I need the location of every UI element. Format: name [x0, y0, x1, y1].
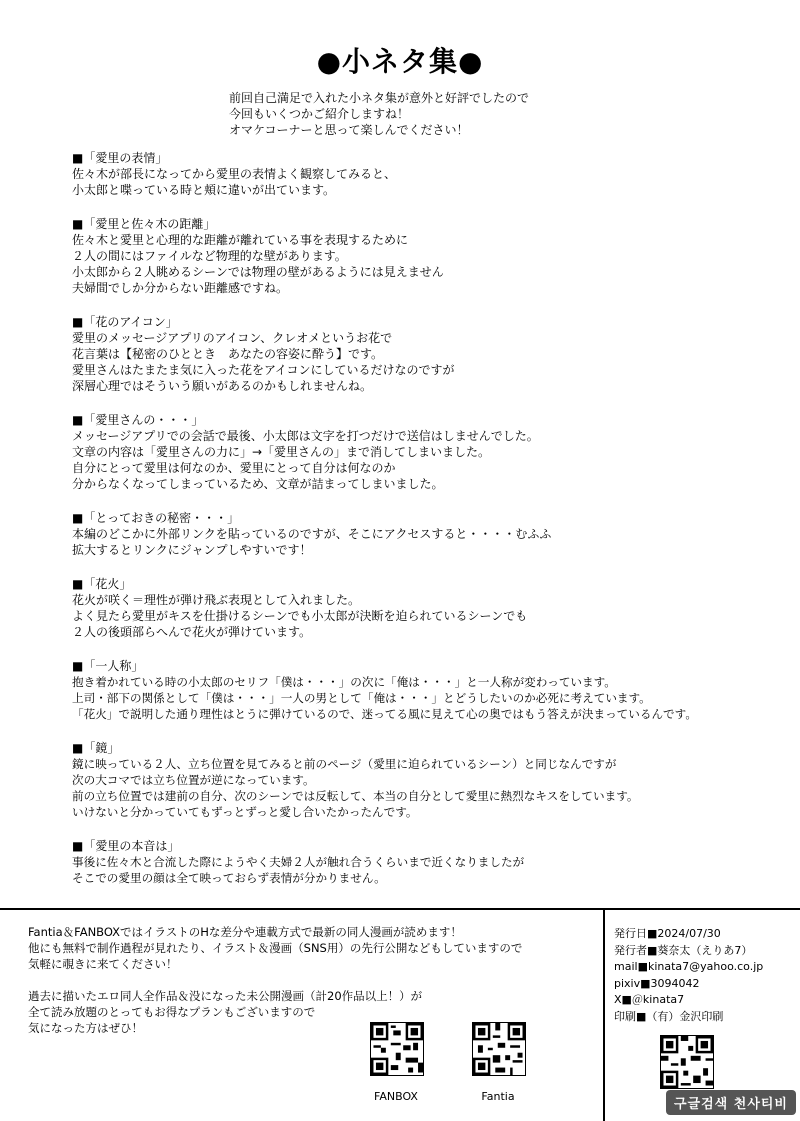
trivia-section [72, 576, 772, 640]
section-line: 花言葉は【秘密のひととき あなたの容姿に酔う】です。 [72, 347, 384, 361]
trivia-section [72, 740, 772, 820]
section-line: 愛里さんはたまたま気に入った花をアイコンにしているだけなのですが [72, 363, 455, 377]
page-title: ●小ネタ集● [316, 45, 484, 78]
section-line: そこでの愛里の顔は全て映っておらず表情が分かりません。 [72, 871, 386, 885]
section-line: メッセージアプリでの会話で最後、小太郎は文字を打つだけで送信はしませんでした。 [72, 429, 539, 443]
colophon-line: pixiv■3094042 [614, 976, 700, 990]
section-line: 抱き着かれている時の小太郎のセリフ「僕は・・・」の次に「俺は・・・」と一人称が変わっています。 [72, 675, 616, 689]
promo-line [28, 972, 522, 988]
section-line: 愛里のメッセージアプリのアイコン、クレオメというお花で [72, 331, 393, 345]
section-line: 花火が咲く＝理性が弾け飛ぶ表現として入れました。 [72, 593, 361, 607]
section-title: ■「愛里の本音は」 [72, 839, 180, 853]
section-line: ２人の後頭部らへんで花火が弾けています。 [72, 625, 312, 639]
trivia-section [72, 838, 772, 886]
section-line: 本編のどこかに外部リンクを貼っているのですが、そこにアクセスすると・・・・むふふ [72, 527, 552, 541]
colophon-line: mail■kinata7@yahoo.co.jp [614, 960, 764, 973]
trivia-section [72, 412, 772, 492]
section-title: ■「鏡」 [72, 741, 120, 755]
intro-line: 前回自己満足で入れた小ネタ集が意外と好評でしたので [229, 91, 530, 105]
section-line: 事後に佐々木と合流した際にようやく夫婦２人が触れ合うくらいまで近くなりましたが [72, 855, 525, 869]
trivia-section [72, 314, 772, 394]
trivia-section [72, 216, 772, 296]
section-title: ■「愛里と佐々木の距離」 [72, 217, 216, 231]
trivia-section [72, 658, 772, 722]
section-title: ■「花火」 [72, 577, 132, 591]
section-line: 次の大コマでは立ち位置が逆になっています。 [72, 773, 315, 787]
promo-line: 他にも無料で制作過程が見れたり、イラスト＆漫画（SNS用）の先行公開などもしていますので [28, 941, 523, 955]
colophon-line: 印刷■（有）金沢印刷 [614, 1009, 724, 1023]
section-line: いけないと分かっていてもずっとずっと愛し合いたかったんです。 [72, 805, 418, 819]
section-line: よく見たら愛里がキスを仕掛けるシーンでも小太郎が決断を迫られているシーンでも [72, 609, 528, 623]
intro-line: 今回もいくつかご紹介しますね！ [229, 107, 410, 121]
qr-pattern-icon [473, 1023, 525, 1075]
section-line: 文章の内容は「愛里さんの力に」→「愛里さんの」まで消してしまいました。 [72, 445, 491, 459]
section-title: ■「愛里の表情」 [72, 151, 168, 165]
colophon-qr-code[interactable] [660, 1035, 714, 1089]
section-line: 深層心理ではそういう願いがあるのかもしれませんね。 [72, 379, 373, 393]
watermark-badge: 구글검색 천사티비 [666, 1090, 796, 1115]
section-line: 上司・部下の関係として「僕は・・・」一人の男として「俺は・・・」とどうしたいのか必死に考えています。 [72, 691, 651, 705]
intro-line: オマケコーナーと思って楽しんでください！ [229, 123, 469, 137]
section-line: 夫婦間でしか分からない距離感ですね。 [72, 281, 289, 295]
section-line: 「花火」で説明した通り理性はとうに弾けているので、迷ってる風に見えて心の奥ではもう答えが決まっているんです。 [72, 707, 697, 721]
section-title: ■「花のアイコン」 [72, 315, 178, 329]
section-line: 分からなくなってしまっているため、文章が詰まってしまいました。 [72, 477, 444, 491]
footer-divider [603, 910, 605, 1121]
colophon [614, 926, 763, 1025]
fantia-label: Fantia [481, 1090, 515, 1103]
fanbox-qr-code[interactable] [370, 1022, 424, 1076]
section-title: ■「とっておきの秘密・・・」 [72, 511, 240, 525]
section-line: 拡大するとリンクにジャンプしやすいです！ [72, 543, 312, 557]
section-line: 小太郎と喋っている時と頬に違いが出ています。 [72, 183, 336, 197]
section-title: ■「愛里さんの・・・」 [72, 413, 204, 427]
promo-line: 気軽に覗きに来てください！ [28, 957, 178, 971]
section-title: ■「一人称」 [72, 659, 144, 673]
section-line: 自分にとって愛里は何なのか、愛里にとって自分は何なのか [72, 461, 396, 475]
intro [229, 90, 529, 138]
promo-line: 全て読み放題のとってもお得なプランもございますので [28, 1005, 316, 1019]
qr-pattern-icon [661, 1036, 713, 1088]
section-line: 佐々木が部長になってから愛里の表情よく観察してみると、 [72, 167, 397, 181]
promo-line: Fantia＆FANBOXではイラストのHな差分や連載方式で最新の同人漫画が読めます！ [28, 925, 462, 939]
trivia-section [72, 150, 772, 198]
section-line: 前の立ち位置では建前の自分、次のシーンでは反転して、本当の自分として愛里に熱烈なキスをしています。 [72, 789, 639, 803]
promo-line: 気になった方はぜひ！ [28, 1021, 143, 1035]
section-line: 小太郎から２人眺めるシーンでは物理の壁があるようには見えません [72, 265, 444, 279]
section-line: 鏡に映っている２人、立ち位置を見てみると前のページ（愛里に迫られているシーン）と同じなんですが [72, 757, 617, 771]
promo-line: 過去に描いたエロ同人全作品＆没になった未公開漫画（計20作品以上！）が [28, 989, 423, 1003]
colophon-line: 発行者■葵奈太（えりあ7） [614, 943, 753, 957]
section-line: ２人の間にはファイルなど物理的な壁があります。 [72, 249, 347, 263]
qr-pattern-icon [371, 1023, 423, 1075]
promo-text [28, 924, 522, 1036]
trivia-section [72, 510, 772, 558]
fantia-qr-code[interactable] [472, 1022, 526, 1076]
fanbox-label: FANBOX [374, 1090, 418, 1103]
colophon-line: 発行日■2024/07/30 [614, 927, 721, 940]
section-line: 佐々木と愛里と心理的な距離が離れている事を表現するために [72, 233, 409, 247]
colophon-line: X■＠kinata7 [614, 993, 685, 1006]
trivia-sections [72, 150, 772, 904]
